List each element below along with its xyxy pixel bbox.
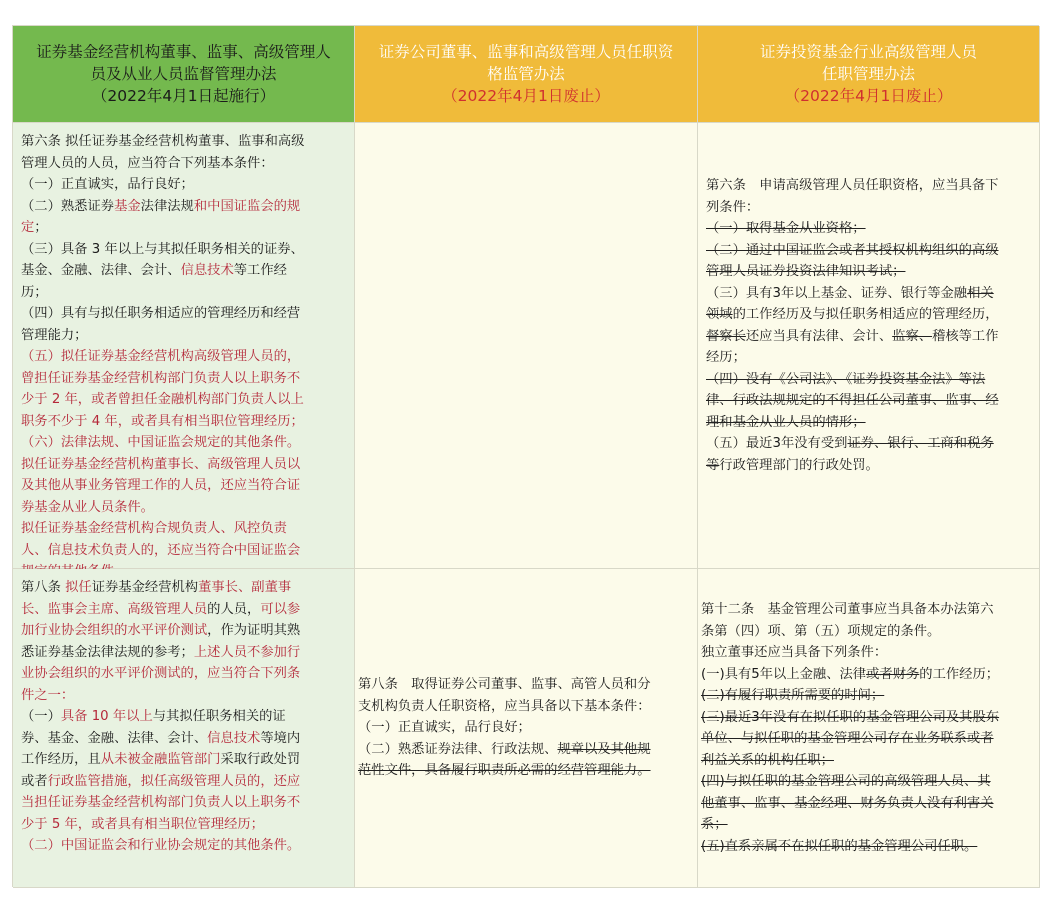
deleted-text: 管理人员证券投资法律知识考试； bbox=[706, 264, 906, 279]
text-line bbox=[21, 454, 348, 476]
header-status: （2022年4月1日废止） bbox=[442, 87, 610, 105]
article-6-new bbox=[13, 123, 355, 569]
text-segment: 第十二条 基金管理公司董事应当具备本办法第六 bbox=[701, 602, 994, 617]
header-status: （2022年4月1日起施行） bbox=[91, 87, 276, 105]
text-line bbox=[701, 836, 1033, 858]
text-line bbox=[706, 369, 1033, 391]
deleted-text: 领域 bbox=[706, 307, 733, 322]
text-segment: 券、基金、金融、法律、会计、 bbox=[21, 730, 208, 746]
text-line bbox=[21, 771, 348, 793]
deleted-text: 单位、与拟任职的基金管理公司存在业务联系或者 bbox=[701, 731, 994, 746]
deleted-text: 督察长 bbox=[706, 328, 746, 344]
comparison-table bbox=[12, 25, 1039, 887]
text-segment: （三）具备 3 年以上与其拟任职务相关的证券、 bbox=[21, 241, 304, 257]
text-segment: （一）正直诚实，品行良好； bbox=[358, 720, 531, 736]
changed-text: 人、信息技术负责人的，还应当符合中国证监会 bbox=[21, 542, 301, 558]
text-segment: （三）具有3年以上基金、证券、银行等金融 bbox=[706, 285, 968, 301]
text-line bbox=[21, 749, 348, 771]
text-segment: 第六条 拟任证券基金经营机构董事、监事和高级 bbox=[21, 134, 305, 149]
text-segment: （二）熟悉证券 bbox=[21, 198, 115, 214]
text-segment: （一） bbox=[21, 709, 61, 724]
changed-text: 件之一： bbox=[21, 687, 75, 703]
text-line bbox=[706, 283, 1033, 305]
text-line bbox=[21, 814, 348, 836]
text-line bbox=[701, 599, 1033, 621]
deleted-text: 规章以及其他规 bbox=[557, 741, 651, 757]
deleted-text: 等 bbox=[706, 457, 720, 473]
header-title-line: 证券公司董事、监事和高级管理人员任职资 bbox=[378, 43, 674, 61]
text-segment: 稽核等工作 bbox=[932, 328, 999, 344]
text-segment: (一)具有5年以上金融、法律 bbox=[701, 666, 867, 682]
changed-text: （六）法律法规、中国证监会规定的其他条件。 bbox=[21, 435, 301, 450]
text-line bbox=[701, 814, 1033, 836]
text-line bbox=[701, 707, 1033, 729]
deleted-text: （一）取得基金从业资格； bbox=[706, 221, 866, 236]
text-segment: 悉证券基金法律法规的参考； bbox=[21, 644, 194, 660]
changed-text: 从未被金融监管部门 bbox=[100, 752, 221, 767]
text-segment: 历； bbox=[21, 284, 48, 300]
text-segment: 行政管理部门的行政处罚。 bbox=[719, 457, 879, 473]
deleted-text: (五)直系亲属不在拟任职的基金管理公司任职。 bbox=[701, 838, 978, 854]
text-segment: （四）具有与拟任职务相适应的管理经历和经营 bbox=[21, 306, 301, 321]
text-line bbox=[21, 411, 348, 433]
deleted-text: 律、行政法规规定的不得担任公司董事、监事、经 bbox=[706, 393, 999, 408]
text-segment: 第六条 申请高级管理人员任职资格，应当具备下 bbox=[706, 178, 999, 193]
changed-text: 当担任证券基金经营机构部门负责人以上职务不 bbox=[21, 795, 301, 810]
text-segment: （二）熟悉证券法律、行政法规、 bbox=[358, 741, 558, 757]
text-segment: 或者 bbox=[21, 773, 48, 789]
text-segment: 第八条 bbox=[21, 580, 66, 595]
text-line bbox=[706, 347, 1033, 369]
text-line bbox=[21, 685, 348, 707]
text-segment: 独立董事还应当具备下列条件： bbox=[701, 645, 888, 660]
text-line bbox=[706, 261, 1033, 283]
text-segment: （五）最近3年没有受到 bbox=[706, 436, 848, 451]
text-line bbox=[358, 760, 691, 782]
text-segment: 第八条 取得证券公司董事、监事、高管人员和分 bbox=[358, 677, 651, 693]
text-segment: 工作经历，且 bbox=[21, 752, 101, 767]
text-line bbox=[21, 497, 348, 519]
text-line bbox=[701, 771, 1033, 793]
text-segment: 等工作经 bbox=[233, 263, 287, 278]
text-segment: ； bbox=[34, 220, 48, 235]
text-line bbox=[358, 696, 691, 718]
text-segment: 还应当具有法律、会计、 bbox=[745, 328, 893, 344]
text-segment: 列条件： bbox=[706, 199, 760, 215]
changed-text: 拟任证券基金经营机构董事长、高级管理人员以 bbox=[21, 456, 301, 472]
text-segment: ，作为证明其熟 bbox=[207, 623, 301, 638]
deleted-text: 范性文件，具备履行职责所必需的经营管理能力。 bbox=[358, 763, 651, 779]
text-segment: 与其拟任职务相关的证 bbox=[152, 709, 286, 724]
changed-text: 拟任证券基金经营机构合规负责人、风控负责 bbox=[21, 521, 287, 536]
text-line bbox=[21, 196, 348, 218]
changed-text: （二）中国证监会和行业协会规定的其他条件。 bbox=[21, 838, 301, 853]
article-8-securities bbox=[355, 569, 698, 888]
text-line bbox=[706, 455, 1033, 477]
text-line bbox=[21, 620, 348, 642]
text-segment: 的人员， bbox=[207, 601, 261, 617]
text-segment: 经历； bbox=[706, 350, 746, 365]
text-line bbox=[701, 621, 1033, 643]
deleted-text: （四）没有《公司法》、《证券投资基金法》等法 bbox=[706, 371, 986, 387]
text-line bbox=[706, 304, 1033, 326]
changed-text: 和中国证监会的规 bbox=[193, 198, 301, 214]
text-line bbox=[706, 240, 1033, 262]
header-status: （2022年4月1日废止） bbox=[784, 87, 953, 105]
header-new-regulation bbox=[13, 26, 355, 123]
text-line bbox=[706, 197, 1033, 219]
article-6-fund bbox=[698, 123, 1040, 569]
text-line bbox=[21, 303, 348, 325]
deleted-text: (三)最近3年没有在拟任职的基金管理公司及其股东 bbox=[701, 709, 1000, 725]
text-line bbox=[701, 685, 1033, 707]
header-title-line: 证券基金经营机构董事、监事、高级管理人 bbox=[36, 43, 331, 61]
text-line bbox=[21, 153, 348, 175]
changed-text: 信息技术 bbox=[207, 730, 261, 746]
changed-text: 行政监管措施，拟任高级管理人员的，还应 bbox=[47, 773, 301, 789]
header-securities-company-regulation bbox=[355, 26, 698, 123]
article-empty-old bbox=[355, 123, 698, 569]
text-segment: 的工作经历及与拟任职务相适应的管理经历， bbox=[732, 307, 999, 322]
deleted-text: 相关 bbox=[967, 285, 994, 301]
text-line bbox=[21, 260, 348, 282]
text-line bbox=[21, 728, 348, 750]
header-fund-industry-regulation bbox=[698, 26, 1040, 123]
changed-text: 可以参 bbox=[260, 601, 301, 617]
text-line bbox=[21, 475, 348, 497]
text-line bbox=[21, 518, 348, 540]
article-8-new bbox=[13, 569, 355, 888]
text-line bbox=[21, 540, 348, 562]
changed-text: 券基金从业人员条件。 bbox=[21, 499, 154, 515]
deleted-text: (四)与拟任职的基金管理公司的高级管理人员、其 bbox=[701, 774, 991, 789]
changed-text: 职务不少于 4 年，或者具有相当职位管理经历； bbox=[21, 413, 304, 429]
changed-text: 具备 10 年以上 bbox=[60, 709, 153, 724]
text-line bbox=[706, 326, 1033, 348]
text-line bbox=[358, 674, 691, 696]
text-line bbox=[21, 174, 348, 196]
text-line bbox=[701, 750, 1033, 772]
text-line bbox=[21, 792, 348, 814]
header-title-line: 任职管理办法 bbox=[821, 65, 915, 83]
changed-text: 长、监事会主席、高级管理人员 bbox=[21, 601, 208, 617]
changed-text: 上述人员不参加行 bbox=[193, 644, 301, 660]
text-segment: 等境内 bbox=[260, 730, 301, 746]
text-line bbox=[21, 835, 348, 857]
text-line bbox=[21, 706, 348, 728]
deleted-text: （二）通过中国证监会或者其授权机构组织的高级 bbox=[706, 242, 999, 258]
changed-text: 曾担任证券基金经营机构部门负责人以上职务不 bbox=[21, 370, 301, 386]
text-line bbox=[706, 412, 1033, 434]
changed-text: 及其他从事业务管理工作的人员，还应当符合证 bbox=[21, 478, 301, 493]
text-segment: 的工作经历； bbox=[919, 666, 1000, 682]
header-title-line: 证券投资基金行业高级管理人员 bbox=[759, 43, 977, 61]
changed-text: 拟任 bbox=[65, 580, 92, 595]
text-line bbox=[706, 433, 1033, 455]
text-line bbox=[706, 175, 1033, 197]
text-line bbox=[21, 131, 348, 153]
text-line bbox=[21, 577, 348, 599]
header-title-line: 格监管办法 bbox=[487, 65, 565, 83]
text-line bbox=[21, 217, 348, 239]
text-line bbox=[701, 728, 1033, 750]
changed-text: 少于 2 年，或者曾担任金融机构部门负责人以上 bbox=[21, 392, 304, 407]
deleted-text: 监察、 bbox=[892, 328, 933, 344]
changed-text: 加行业协会组织的水平评价测试 bbox=[21, 623, 208, 638]
text-segment: （一）正直诚实，品行良好； bbox=[21, 177, 194, 192]
text-segment: 基金、金融、法律、会计、 bbox=[21, 263, 181, 278]
changed-text: 业协会组织的水平评价测试的，应当符合下列条 bbox=[21, 666, 301, 681]
text-segment: 支机构负责人任职资格，应当具备以下基本条件： bbox=[358, 698, 651, 714]
text-line bbox=[21, 389, 348, 411]
text-line bbox=[701, 642, 1033, 664]
text-line bbox=[21, 432, 348, 454]
deleted-text: 理和基金从业人员的情形； bbox=[706, 414, 866, 430]
deleted-text: 利益关系的机构任职； bbox=[701, 752, 834, 768]
text-segment: 采取行政处罚 bbox=[220, 752, 301, 767]
text-segment: 管理人员的人员，应当符合下列基本条件： bbox=[21, 155, 274, 171]
text-line bbox=[21, 368, 348, 390]
deleted-text: (二)有履行职责所需要的时间； bbox=[701, 688, 885, 703]
text-line bbox=[358, 717, 691, 739]
changed-text: 董事长、副董事 bbox=[198, 580, 292, 595]
text-segment: 管理能力； bbox=[21, 327, 88, 343]
deleted-text: 系； bbox=[701, 817, 728, 832]
text-line bbox=[21, 239, 348, 261]
changed-text: 基金 bbox=[114, 198, 141, 214]
text-line bbox=[21, 346, 348, 368]
deleted-text: 他董事、监事、基金经理、财务负责人没有利害关 bbox=[701, 795, 994, 811]
text-line bbox=[701, 664, 1033, 686]
text-line bbox=[358, 739, 691, 761]
text-segment: 条第（四）项、第（五）项规定的条件。 bbox=[701, 623, 941, 639]
article-12-fund bbox=[698, 569, 1040, 888]
text-line bbox=[701, 793, 1033, 815]
text-line bbox=[706, 218, 1033, 240]
text-segment: 证券基金经营机构 bbox=[91, 580, 199, 595]
text-line bbox=[21, 325, 348, 347]
changed-text: 少于 5 年，或者具有相当职位管理经历； bbox=[21, 816, 264, 832]
text-line bbox=[21, 599, 348, 621]
text-line bbox=[21, 663, 348, 685]
deleted-text: 或者财务 bbox=[866, 666, 920, 682]
changed-text: （五）拟任证券基金经营机构高级管理人员的， bbox=[21, 349, 301, 364]
text-line bbox=[21, 282, 348, 304]
text-line bbox=[706, 390, 1033, 412]
changed-text: 信息技术 bbox=[180, 263, 234, 278]
header-title-line: 员及从业人员监督管理办法 bbox=[90, 65, 277, 83]
deleted-text: 证券、银行、工商和税务 bbox=[847, 436, 994, 451]
text-segment: 法律法规 bbox=[140, 198, 194, 214]
changed-text: 定 bbox=[21, 220, 35, 235]
text-line bbox=[21, 642, 348, 664]
